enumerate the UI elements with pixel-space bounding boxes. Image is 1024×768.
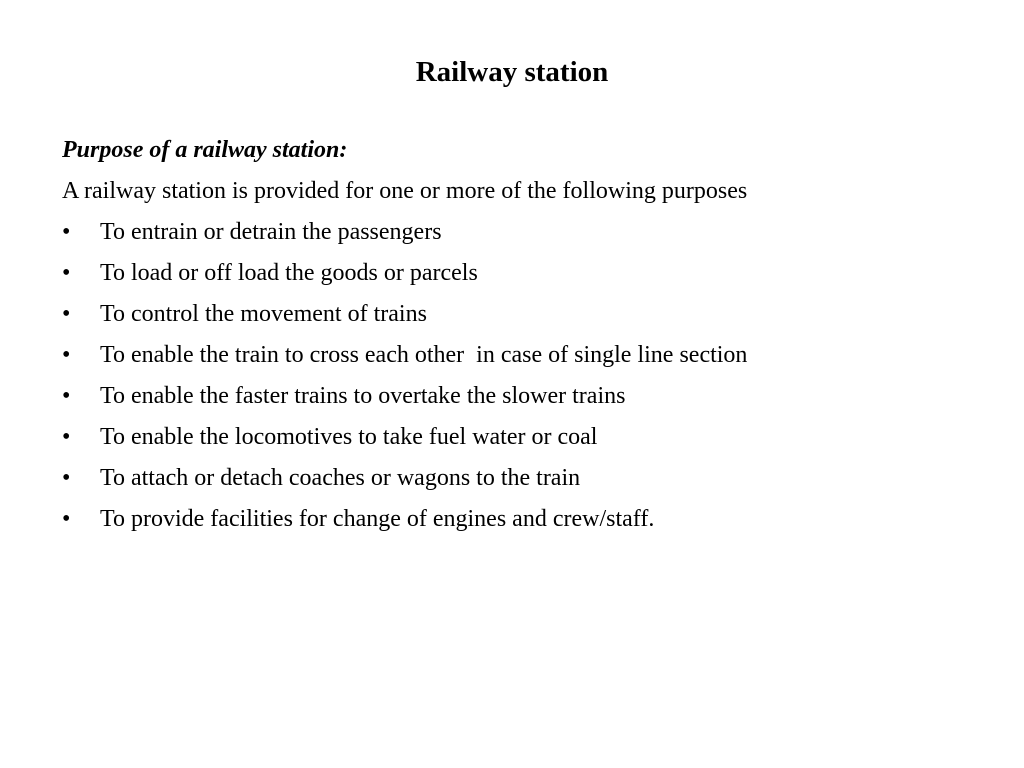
bullet-icon: • — [62, 260, 71, 286]
bullet-text: To attach or detach coaches or wagons to the train — [100, 465, 581, 491]
bullet-list — [62, 212, 982, 540]
bullet-item — [62, 212, 982, 253]
bullet-icon: • — [62, 383, 71, 409]
slide-title: Railway station — [415, 56, 609, 88]
bullet-item — [62, 458, 982, 499]
bullet-icon: • — [62, 342, 71, 368]
bullet-item — [62, 253, 982, 294]
bullet-text: To enable the train to cross each other in case of single line section — [100, 342, 748, 368]
bullet-text: To provide facilities for change of engines and crew/staff. — [100, 506, 655, 532]
bullet-icon: • — [62, 301, 71, 327]
bullet-item — [62, 499, 982, 540]
bullet-icon: • — [62, 465, 71, 491]
bullet-item — [62, 417, 982, 458]
bullet-text: To enable the locomotives to take fuel water or coal — [100, 424, 598, 450]
bullet-icon: • — [62, 219, 71, 245]
bullet-text: To enable the faster trains to overtake the slower trains — [100, 383, 626, 409]
bullet-icon: • — [62, 424, 71, 450]
bullet-text: To load or off load the goods or parcels — [100, 260, 478, 286]
slide-content — [62, 130, 982, 540]
bullet-item — [62, 335, 982, 376]
bullet-text: To control the movement of trains — [100, 301, 427, 327]
bullet-icon: • — [62, 506, 71, 532]
bullet-text: To entrain or detrain the passengers — [100, 219, 442, 245]
bullet-item — [62, 376, 982, 417]
bullet-item — [62, 294, 982, 335]
subheading: Purpose of a railway station: — [62, 137, 348, 163]
intro-text: A railway station is provided for one or more of the following purposes — [62, 178, 748, 204]
